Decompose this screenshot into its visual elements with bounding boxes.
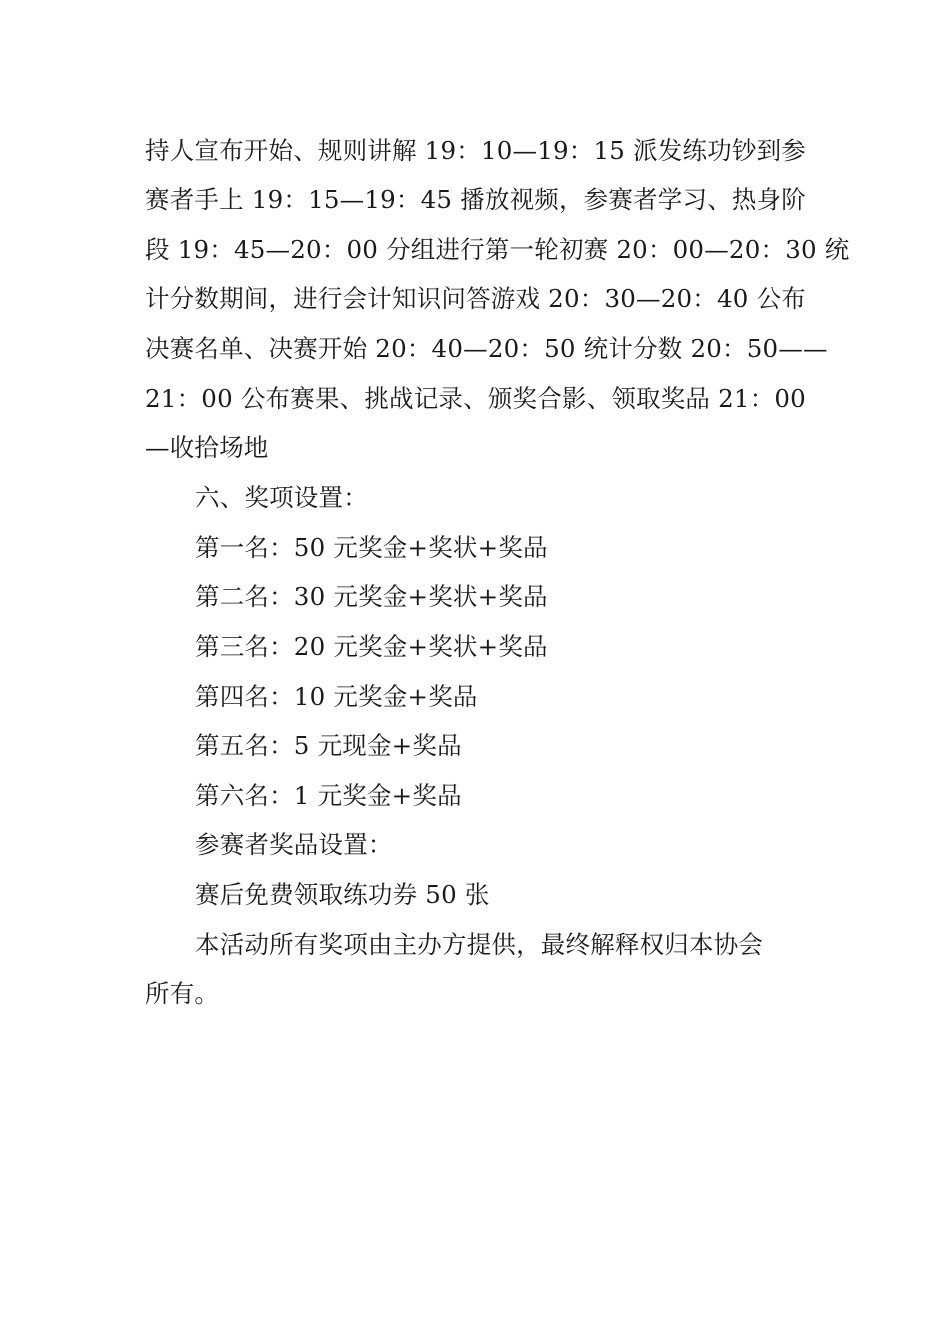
awards-heading: 六、奖项设置： — [195, 483, 368, 512]
schedule-line-4: 计分数期间，进行会计知识问答游戏 20：30—20：40 公布 — [145, 284, 806, 313]
award-item-first: 第一名：50 元奖金+奖状+奖品 — [195, 533, 548, 562]
participant-prize-text: 赛后免费领取练功券 50 张 — [195, 880, 490, 909]
award-item-sixth: 第六名：1 元奖金+奖品 — [195, 781, 462, 810]
closing-line-1: 本活动所有奖项由主办方提供，最终解释权归本协会 — [195, 930, 764, 959]
participant-prize-heading: 参赛者奖品设置： — [195, 830, 393, 859]
award-item-second: 第二名：30 元奖金+奖状+奖品 — [195, 582, 548, 611]
closing-line-2: 所有。 — [145, 979, 220, 1008]
schedule-line-3: 段 19：45—20：00 分组进行第一轮初赛 20：00—20：30 统 — [145, 235, 850, 264]
schedule-line-5: 决赛名单、决赛开始 20：40—20：50 统计分数 20：50—— — [145, 334, 828, 363]
schedule-line-2: 赛者手上 19：15—19：45 播放视频，参赛者学习、热身阶 — [145, 185, 806, 214]
award-item-fourth: 第四名：10 元奖金+奖品 — [195, 682, 478, 711]
schedule-line-7: —收拾场地 — [145, 433, 269, 462]
schedule-line-6: 21：00 公布赛果、挑战记录、颁奖合影、领取奖品 21：00 — [145, 384, 806, 413]
award-item-third: 第三名：20 元奖金+奖状+奖品 — [195, 632, 548, 661]
schedule-line-1: 持人宣布开始、规则讲解 19：10—19：15 派发练功钞到参 — [145, 136, 806, 165]
award-item-fifth: 第五名：5 元现金+奖品 — [195, 731, 462, 760]
